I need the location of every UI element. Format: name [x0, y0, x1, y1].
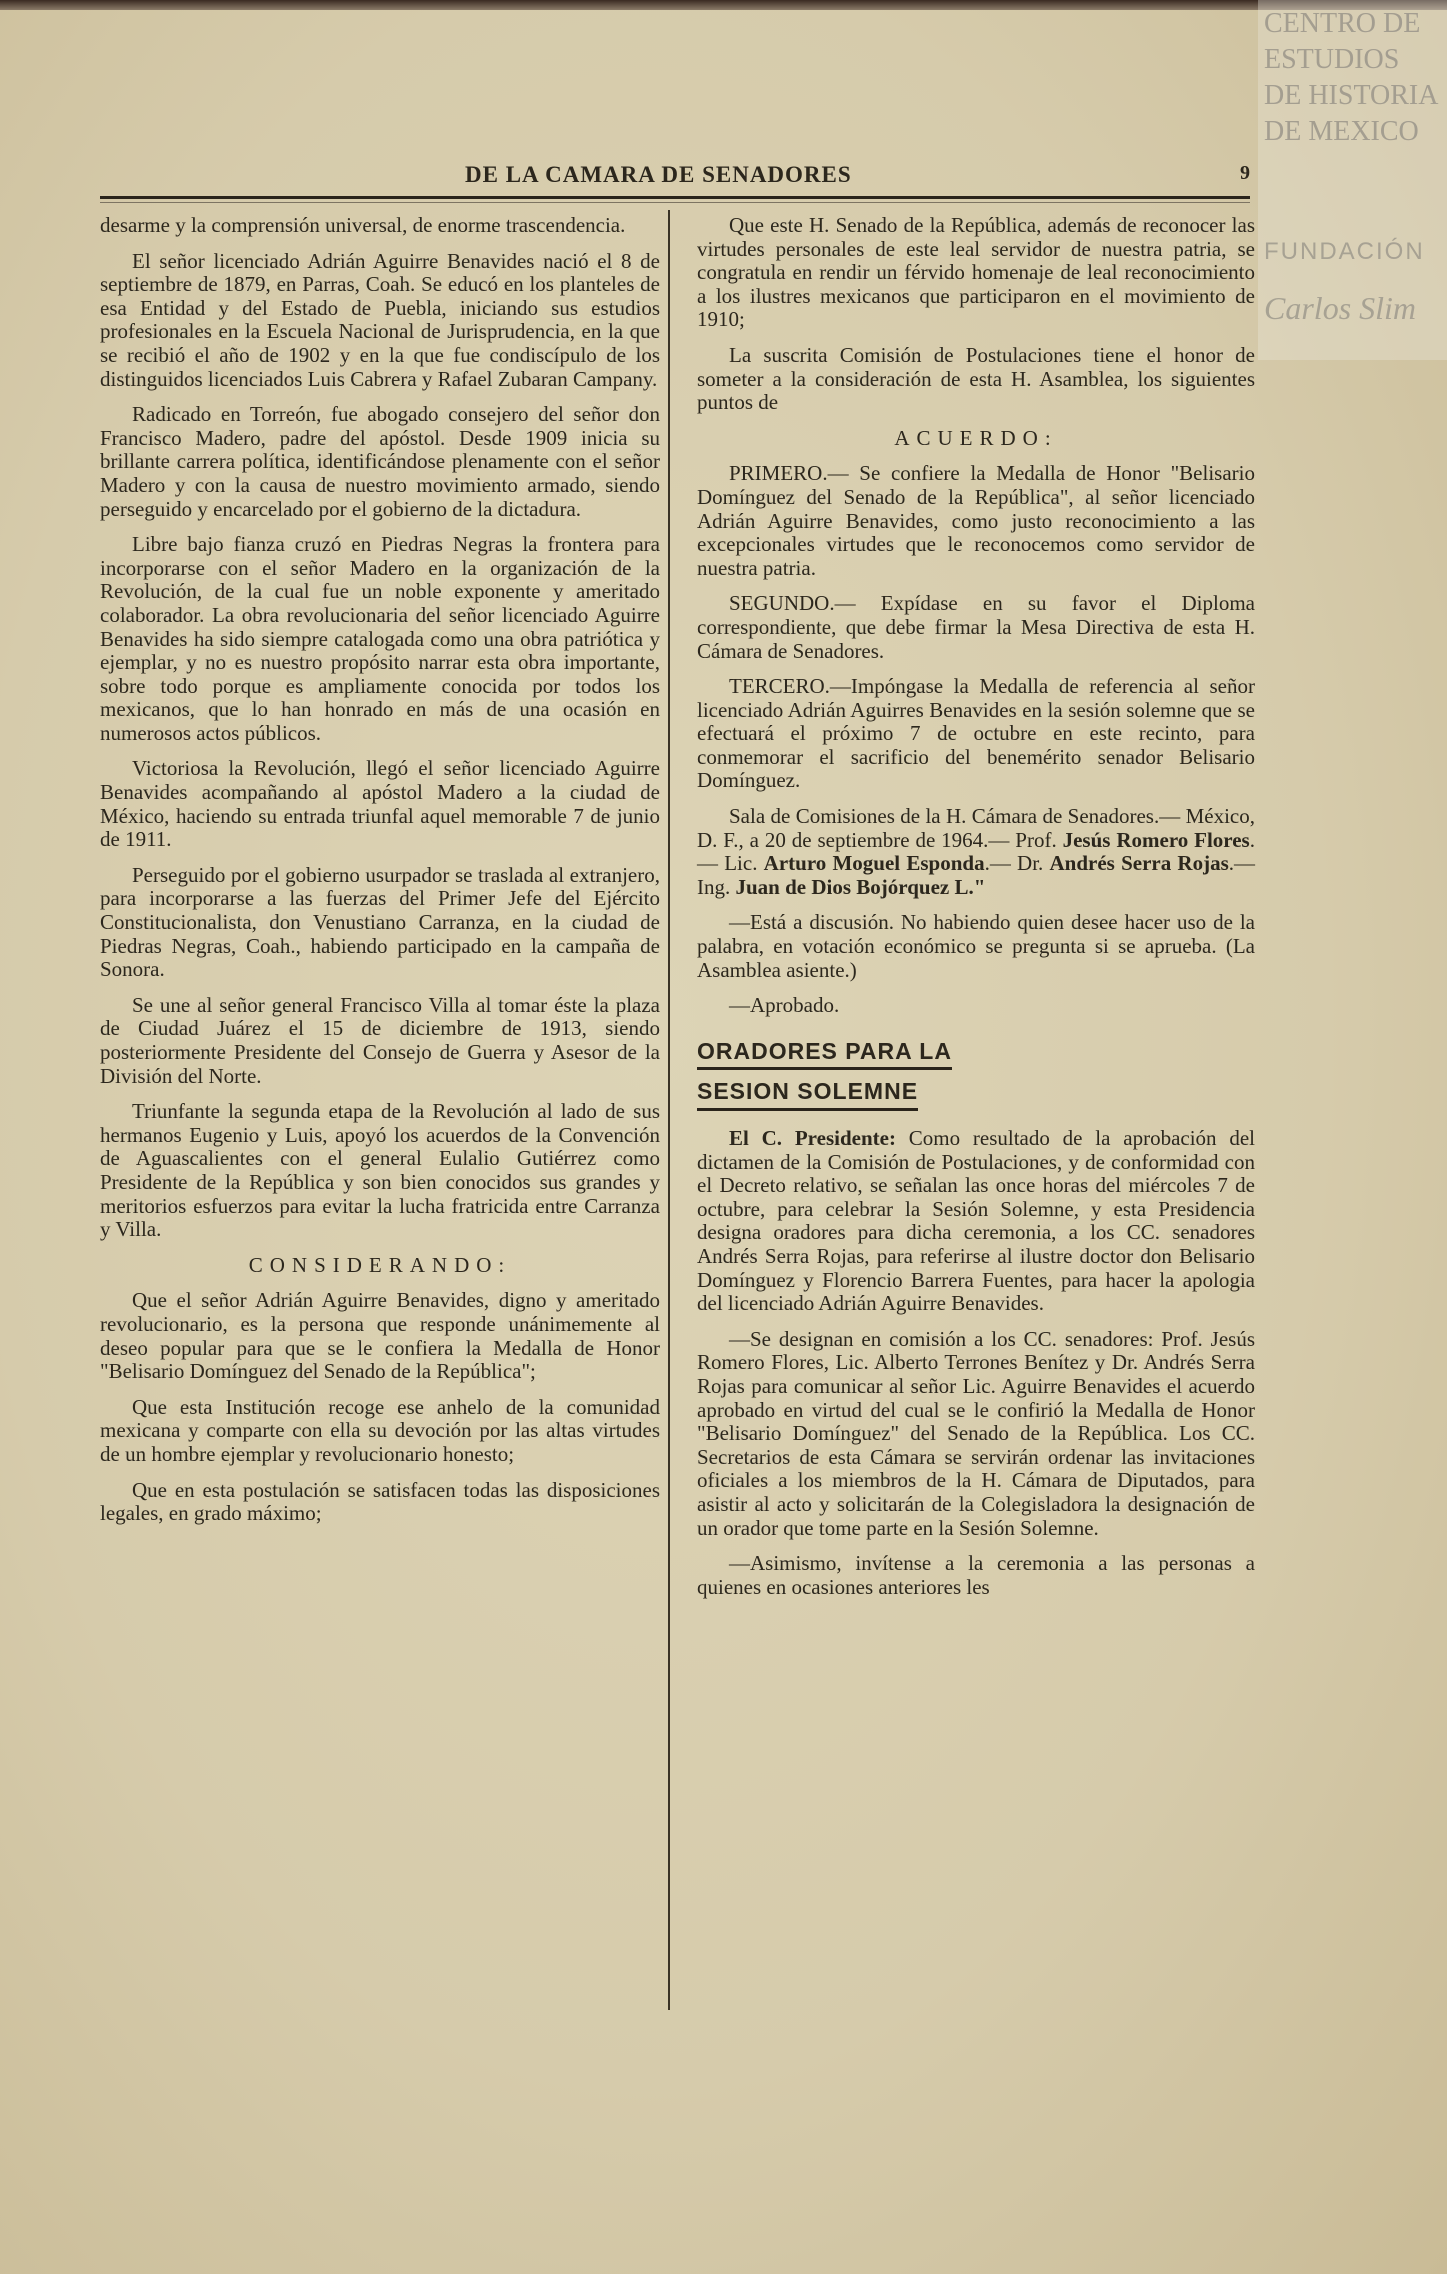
page-number: 9: [1240, 162, 1250, 184]
speech-text: Como resultado de la aprobación del dictamen de la Comisión de Postulaciones, y de conformidad con el Decreto relativo, se señalan las once horas del miércoles 7 de octubre, para celebrar la Sesión Solemne, y esta Presidencia designa oradores para dicha ceremonia, a los CC. senadores Andrés Serra Rojas, para referirse al ilustre doctor don Belisario Domínguez y Florencio Barrera Fuentes, para hacer la apologia del licenciado Adrián Aguirre Benavides.: [697, 1126, 1255, 1316]
signature-text: .— Lic.: [697, 827, 1255, 876]
paragraph: Triunfante la segunda etapa de la Revolución al lado de sus hermanos Eugenio y Luis, apoyó los acuerdos de la Convención de Aguascalientes con el general Eulalio Gutiérrez como Presidente de la República y son bien conocidos sus grandes y meritorios esfuerzos para evitar la lucha fratricida entre Carranza y Villa.: [100, 1099, 660, 1242]
header-rule: [100, 196, 1250, 199]
section-title: ORADORES PARA LA: [697, 1040, 952, 1071]
paragraph: Perseguido por el gobierno usurpador se traslada al extranjero, para incorporarse a las fuerzas del Primer Jefe del Ejército Constitucionalista, don Venustiano Carranza, en la ciudad de Piedras Negras, Coah., habiendo participado en la campaña de Sonora.: [100, 862, 660, 982]
considerando-heading: CONSIDERANDO:: [248, 1252, 512, 1277]
paragraph: Libre bajo fianza cruzó en Piedras Negras la frontera para incorporarse con el señor Madero en la organización de la Revolución, de la cual fue un noble exponente y ameritado colaborador. La obra revolucionaria del señor licenciado Aguirre Benavides ha sido siempre catalogada como una obra patriótica y ejemplar, y no es nuestro propósito narrar esta obra importante, sobre todo porque es ampliamente conocida por todos los mexicanos, que lo han honrado en más de una ocasión en numerosos actos públicos.: [100, 532, 660, 745]
page-top-edge: [0, 0, 1447, 10]
watermark-signature: Carlos Slim: [1264, 290, 1417, 326]
signature-text: Sala de Comisiones de la H. Cámara de Senadores.— México, D. F., a 20 de septiembre de 1964.— Prof.: [697, 804, 1255, 852]
watermark-line: DE HISTORIA: [1264, 80, 1439, 111]
watermark-line: DE MEXICO: [1264, 116, 1419, 147]
paragraph: Victoriosa la Revolución, llegó el señor licenciado Aguirre Benavides acompañando al apóstol Madero a la ciudad de México, haciendo su entrada triunfal aquel memorable 7 de junio de 1911.: [100, 756, 660, 852]
paragraph: Se une al señor general Francisco Villa al tomar éste la plaza de Ciudad Juárez el 15 de diciembre de 1913, siendo posteriormente Presidente del Consejo de Guerra y Asesor de la División del Norte.: [100, 992, 660, 1088]
watermark-line: ESTUDIOS: [1264, 44, 1400, 75]
header-rule-thin: [100, 202, 1250, 203]
signatory-name: Arturo Moguel Esponda: [763, 851, 985, 876]
paragraph: —Aprobado.: [729, 993, 840, 1018]
paragraph: El señor licenciado Adrián Aguirre Benavides nació el 8 de septiembre de 1879, en Parras, Coah. Se educó en los planteles de esa Entidad y del Estado de Puebla, iniciando sus estudios profesionales en la Escuela Nacional de Jurisprudencia, en la que se recibió el año de 1902 y en la que fue condiscípulo de los distinguidos licenciados Luis Cabrera y Rafael Zubaran Campany.: [100, 248, 660, 391]
watermark-line: CENTRO DE: [1264, 8, 1421, 39]
paragraph: Que este H. Senado de la República, además de reconocer las virtudes personales de este leal servidor de nuestra patria, se congratula en rendir un férvido homenaje de leal reconocimiento a los ilustres mexicanos que participaron en el movimiento de 1910;: [697, 213, 1255, 332]
paragraph: La suscrita Comisión de Postulaciones tiene el honor de someter a la consideración de esta H. Asamblea, los siguientes puntos de: [697, 342, 1255, 415]
signatory-name: Jesús Romero Flores: [1062, 827, 1250, 852]
paragraph: Que el señor Adrián Aguirre Benavides, digno y ameritado revolucionario, es la persona que responde unánimemente al deseo popular para que se le confiera la Medalla de Honor "Belisario Domínguez del Senado de la República";: [100, 1288, 660, 1384]
signature-paragraph: [697, 805, 1255, 899]
signatory-name: Juan de Dios Bojórquez L.": [735, 874, 986, 899]
paragraph: TERCERO.—Impóngase la Medalla de referencia al señor licenciado Adrián Aguirres Benavides en la sesión solemne que se efectuará el próximo 7 de octubre en este recinto, para conmemorar el sacrificio del benemérito senador Belisario Domínguez.: [697, 674, 1255, 793]
paragraph: [697, 1127, 1255, 1316]
running-title: DE LA CAMARA DE SENADORES: [465, 162, 852, 187]
signature-text: .— Dr.: [984, 851, 1050, 876]
signature-text: .— Ing.: [697, 851, 1256, 899]
paragraph: desarme y la comprensión universal, de enorme trascendencia.: [100, 213, 626, 237]
paragraph: —Se designan en comisión a los CC. senadores: Prof. Jesús Romero Flores, Lic. Alberto Terrones Benítez y Dr. Andrés Serra Rojas para comunicar al señor Lic. Aguirre Benavides el acuerdo aprobado en virtud del cual se le confirió la Medalla de Honor "Belisario Domínguez" del Senado de la República. Los CC. Secretarios de esta Cámara se servirán ordenar las invitaciones oficiales a los miembros de la H. Cámara de Diputados, para asistir al acto y solicitarán de la Colegisladora la designación de un orador que tome parte en la Sesión Solemne.: [697, 1326, 1255, 1540]
left-column: [100, 214, 660, 1538]
paragraph: Que esta Institución recoge ese anhelo de la comunidad mexicana y comparte con ella su devoción por las altas virtudes de un hombre ejemplar y revolucionario honesto;: [100, 1394, 660, 1466]
paragraph: Radicado en Torreón, fue abogado consejero del señor don Francisco Madero, padre del apóstol. Desde 1909 inicia su brillante carrera política, identificándose plenamente con el señor Madero y con la causa de nuestro movimiento armado, siendo perseguido y encarcelado por el gobierno de la dictadura.: [100, 402, 660, 521]
page-header: [100, 158, 1250, 198]
paragraph: Que en esta postulación se satisfacen todas las disposiciones legales, en grado máximo;: [100, 1477, 660, 1526]
paragraph: —Asimismo, invítense a la ceremonia a las personas a quienes en ocasiones anteriores les: [697, 1551, 1255, 1599]
paragraph: PRIMERO.— Se confiere la Medalla de Honor "Belisario Domínguez del Senado de la República", al señor licenciado Adrián Aguirre Benavides, como justo reconocimiento a las excepcionales virtudes que le reconocemos como servidor de nuestra patria.: [697, 461, 1255, 580]
column-divider: [668, 210, 670, 2010]
section-title: SESION SOLEMNE: [697, 1080, 918, 1111]
acuerdo-heading: ACUERDO:: [894, 425, 1058, 450]
paragraph: SEGUNDO.— Expídase en su favor el Diploma correspondiente, que debe firmar la Mesa Directiva de esta H. Cámara de Senadores.: [697, 591, 1255, 663]
watermark-foundation: FUNDACIÓN: [1264, 238, 1425, 265]
speaker-label: El C. Presidente:: [729, 1126, 896, 1150]
right-column: [697, 214, 1255, 1611]
signatory-name: Andrés Serra Rojas: [1049, 851, 1229, 876]
paragraph: —Está a discusión. No habiendo quien desee hacer uso de la palabra, en votación económico se pregunta si se aprueba. (La Asamblea asiente.): [697, 910, 1255, 982]
